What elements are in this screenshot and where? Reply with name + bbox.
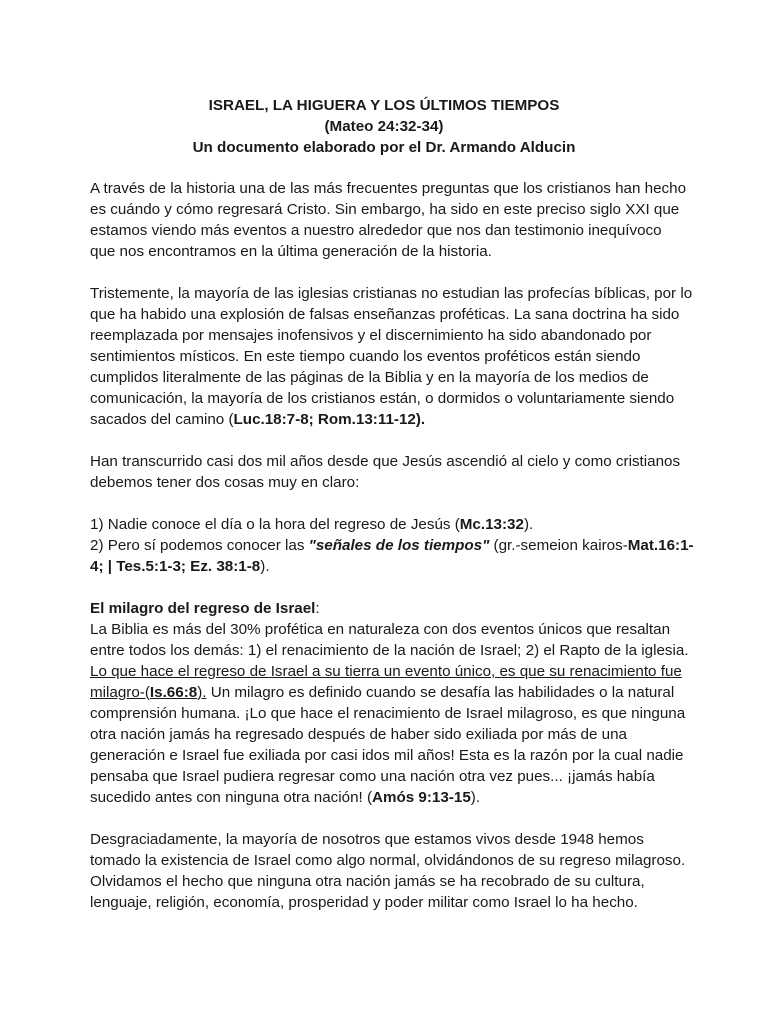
text-line: comprensión humana. ¡Lo que hace el renacimiento de Israel milagroso, es que ninguna	[90, 705, 686, 722]
text-line: es cuándo y cómo regresará Cristo. Sin embargo, ha sido en este preciso siglo XXI que	[90, 201, 680, 218]
underlined-text	[90, 684, 207, 701]
text-line: lenguaje, religión, economía, prosperidad y poder militar como Israel lo ha hecho.	[90, 894, 638, 911]
text-segment: 2) Pero sí podemos conocer las	[90, 537, 309, 554]
text-segment: milagro-(	[90, 684, 150, 701]
list-item	[90, 535, 694, 556]
text-line: que ha habido una explosión de falsas enseñanzas proféticas. La sana doctrina ha sido	[90, 306, 680, 323]
underlined-text: Lo que hace el regreso de Israel a su tierra un evento único, es que su renacimiento fue	[90, 663, 682, 680]
list-item	[90, 514, 690, 535]
text-line: cumplidos literalmente de las páginas de la Biblia y en la mayoría de los medios de	[90, 369, 649, 386]
text-line: comunicación, la mayoría de los cristianos están, o dormidos o voluntariamente siendo	[90, 390, 675, 407]
document-title-block	[0, 95, 768, 158]
scripture-reference-subtitle: (Mateo 24:32-34)	[324, 118, 444, 135]
text-line: otra nación jamás ha regresado después de haber sido exiliada por más de una	[90, 726, 627, 743]
bible-reference: 4; | Tes.5:1-3; Ez. 38:1-8	[90, 558, 261, 575]
text-line: A través de la historia una de las más frecuentes preguntas que los cristianos han hecho	[90, 180, 687, 197]
text-line: debemos tener dos cosas muy en claro:	[90, 474, 360, 491]
text-line: reemplazada por mensajes inofensivos y el discernimiento ha sido abandonado por	[90, 327, 652, 344]
section-heading-text: El milagro del regreso de Israel	[90, 600, 316, 617]
text-line: Desgraciadamente, la mayoría de nosotros que estamos vivos desde 1948 hemos	[90, 831, 644, 848]
bible-reference: Mc.13:32	[459, 516, 524, 533]
text-segment: ).	[470, 789, 481, 806]
emphasized-phrase: "señales de los tiempos"	[308, 537, 490, 554]
paragraph-intro	[90, 178, 690, 262]
text-line: estamos viendo más eventos a nuestro alrededor que nos dan testimonio inequívoco	[90, 222, 662, 239]
numbered-list	[90, 514, 694, 577]
bible-reference: Is.66:8	[149, 684, 198, 701]
text-segment: ).	[197, 684, 207, 701]
text-line: Tristemente, la mayoría de las iglesias cristianas no estudian las profecías bíblicas, por lo	[90, 285, 693, 302]
bible-reference: Amós 9:13-15	[372, 789, 471, 806]
paragraph-unfortunately	[90, 829, 690, 913]
paragraph-two-things	[90, 451, 690, 493]
text-line: que nos encontramos en la última generación de la historia.	[90, 243, 492, 260]
text-segment: ).	[260, 558, 270, 575]
text-line: tomado la existencia de Israel como algo normal, olvidándonos de su regreso milagroso.	[90, 852, 686, 869]
text-segment: Un milagro es definido cuando se desafía las habilidades o la natural	[206, 684, 675, 701]
text-line: Han transcurrido casi dos mil años desde que Jesús ascendió al cielo y como cristianos	[90, 453, 681, 470]
text-line	[90, 409, 690, 430]
text-line: sentimientos místicos. En este tiempo cuando los eventos proféticos están siendo	[90, 348, 641, 365]
text-segment: sucedido antes con ninguna otra nación! (	[90, 789, 373, 806]
author-line: Un documento elaborado por el Dr. Armando Alducin	[192, 139, 576, 156]
text-segment: :	[315, 600, 320, 617]
document-body	[90, 178, 694, 934]
text-line	[90, 682, 690, 703]
text-line	[90, 661, 690, 682]
text-line: pensaba que Israel pudiera regresar como una nación otra vez pues... ¡jamás había	[90, 768, 655, 785]
section-miracle-of-israel	[90, 598, 690, 808]
text-segment: ).	[523, 516, 534, 533]
section-heading	[90, 598, 690, 619]
text-line: generación e Israel fue exiliada por casi idos mil años! Esta es la razón por la cual nadie	[90, 747, 684, 764]
paragraph-false-teachings	[90, 283, 693, 430]
text-line	[90, 787, 690, 808]
text-segment: sacados del camino (	[90, 411, 234, 428]
text-segment: (gr.-semeion kairos-	[489, 537, 628, 554]
list-item-continuation	[90, 556, 690, 577]
document-title: ISRAEL, LA HIGUERA Y LOS ÚLTIMOS TIEMPOS	[208, 97, 560, 114]
text-line: Olvidamos el hecho que ninguna otra nación jamás se ha recobrado de su cultura,	[90, 873, 645, 890]
bible-reference: Luc.18:7-8; Rom.13:11-12).	[233, 411, 426, 428]
text-segment: 1) Nadie conoce el día o la hora del regreso de Jesús (	[90, 516, 460, 533]
bible-reference: Mat.16:1-	[627, 537, 694, 554]
text-line: La Biblia es más del 30% profética en naturaleza con dos eventos únicos que resaltan	[90, 621, 671, 638]
text-line: entre todos los demás: 1) el renacimiento de la nación de Israel; 2) el Rapto de la iglesia.	[90, 642, 689, 659]
